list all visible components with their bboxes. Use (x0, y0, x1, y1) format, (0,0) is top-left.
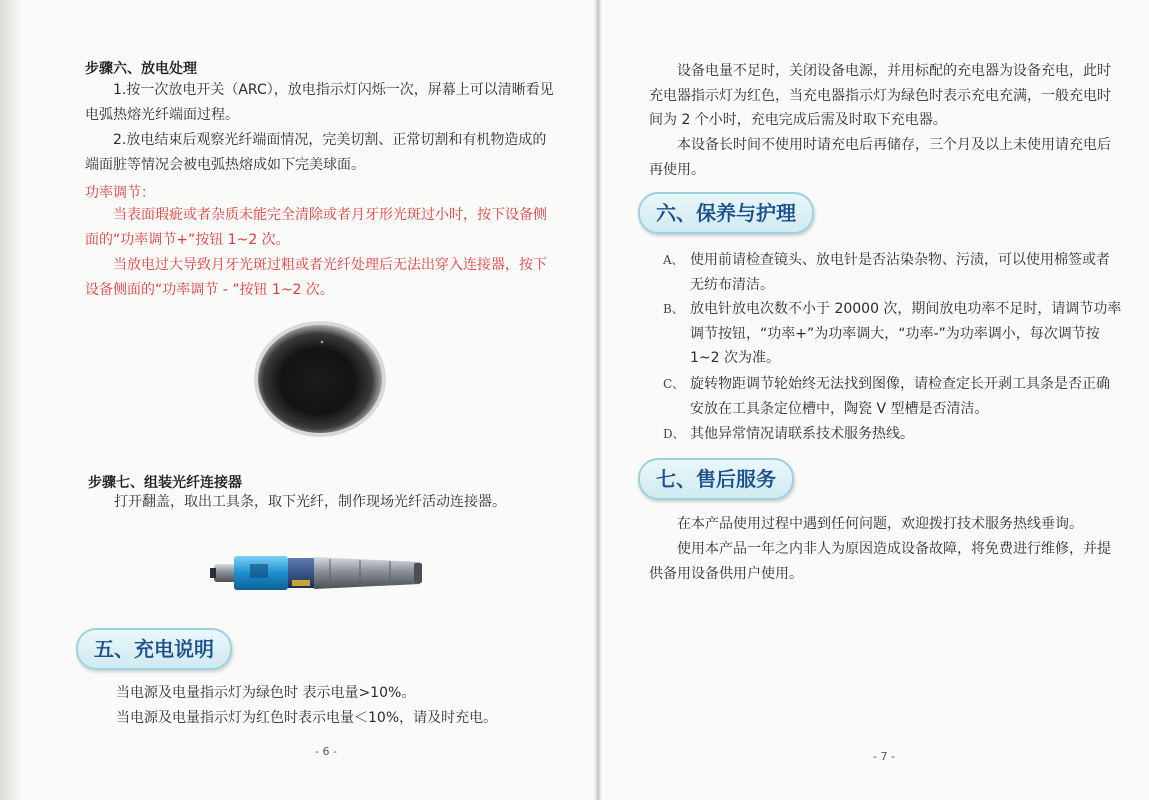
maintenance-item-d (663, 422, 1123, 447)
power-adjust-label: 功率调节： (85, 185, 155, 201)
service-paragraph-1: 在本产品使用过程中遇到任何问题，欢迎拨打技术服务热线垂询。 (677, 516, 1083, 532)
section5-heading: 五、充电说明 (76, 628, 232, 670)
storage-paragraph: 本设备长时间不使用时请充电后再储存，三个月及以上未使用请充电后再使用。 (649, 137, 1111, 178)
page-number-left: - 6 - (315, 745, 337, 758)
power-adjust-paragraph-2: 当放电过大导致月牙光斑过粗或者光纤处理后无法出穿入连接器，按下设备侧面的“功率调节 - ”按钮 1~2 次。 (85, 257, 547, 298)
fiber-endface-sphere-image (250, 318, 390, 440)
step7-title: 步骤七、组装光纤连接器 (88, 475, 242, 491)
item-text: 其他异常情况请联系技术服务热线。 (690, 426, 914, 442)
fiber-connector-image (210, 550, 425, 596)
section6-heading: 六、保养与护理 (638, 192, 814, 234)
power-adjust-paragraph-1: 当表面瑕疵或者杂质未能完全清除或者月牙形光斑过小时，按下设备侧面的“功率调节+”按钮 1~2 次。 (85, 207, 547, 248)
item-text: 旋转物距调节轮始终无法找到图像，请检查定长开剥工具条是否正确安放在工具条定位槽中，陶瓷 V 型槽是否清洁。 (690, 376, 1110, 417)
page-edge-shadow (0, 0, 22, 800)
item-letter: D、 (663, 427, 685, 441)
maintenance-item-b (663, 297, 1123, 371)
maintenance-item-c (663, 372, 1123, 421)
step6-title: 步骤六、放电处理 (85, 61, 197, 77)
section7-heading: 七、售后服务 (638, 458, 794, 500)
charge-red-text: 当电源及电量指示灯为红色时表示电量＜10%，请及时充电。 (116, 710, 498, 726)
item-text: 使用前请检查镜头、放电针是否沾染杂物、污渍，可以使用棉签或者无纺布清洁。 (690, 252, 1110, 293)
item-letter: C、 (663, 377, 685, 391)
step6-paragraph-2: 2.放电结束后观察光纤端面情况，完美切割、正常切割和有机物造成的端面脏等情况会被电弧热熔成如下完美球面。 (85, 132, 547, 173)
step7-paragraph: 打开翻盖，取出工具条，取下光纤，制作现场光纤活动连接器。 (114, 494, 506, 510)
book-spine (594, 0, 602, 800)
charge-green-text: 当电源及电量指示灯为绿色时 表示电量>10%。 (116, 685, 416, 701)
item-letter: A、 (663, 253, 684, 267)
service-paragraph-2: 使用本产品一年之内非人为原因造成设备故障，将免费进行维修，并提供备用设备供用户使用。 (649, 541, 1111, 582)
step6-paragraph-1: 1.按一次放电开关（ARC），放电指示灯闪烁一次，屏幕上可以清晰看见电弧热熔光纤端面过程。 (85, 82, 554, 123)
page-number-right: - 7 - (873, 750, 895, 763)
item-letter: B、 (663, 302, 684, 316)
item-text: 放电针放电次数不小于 20000 次，期间放电功率不足时，请调节功率调节按钮，“功率+”为功率调大，“功率-”为功率调小，每次调节按 1~2 次为准。 (690, 301, 1122, 366)
maintenance-item-a (663, 248, 1123, 297)
charging-paragraph: 设备电量不足时，关闭设备电源，并用标配的充电器为设备充电，此时充电器指示灯为红色，当充电器指示灯为绿色时表示充电充满，一般充电时间为 2 个小时，充电完成后需及时取下充电器。 (649, 63, 1111, 128)
